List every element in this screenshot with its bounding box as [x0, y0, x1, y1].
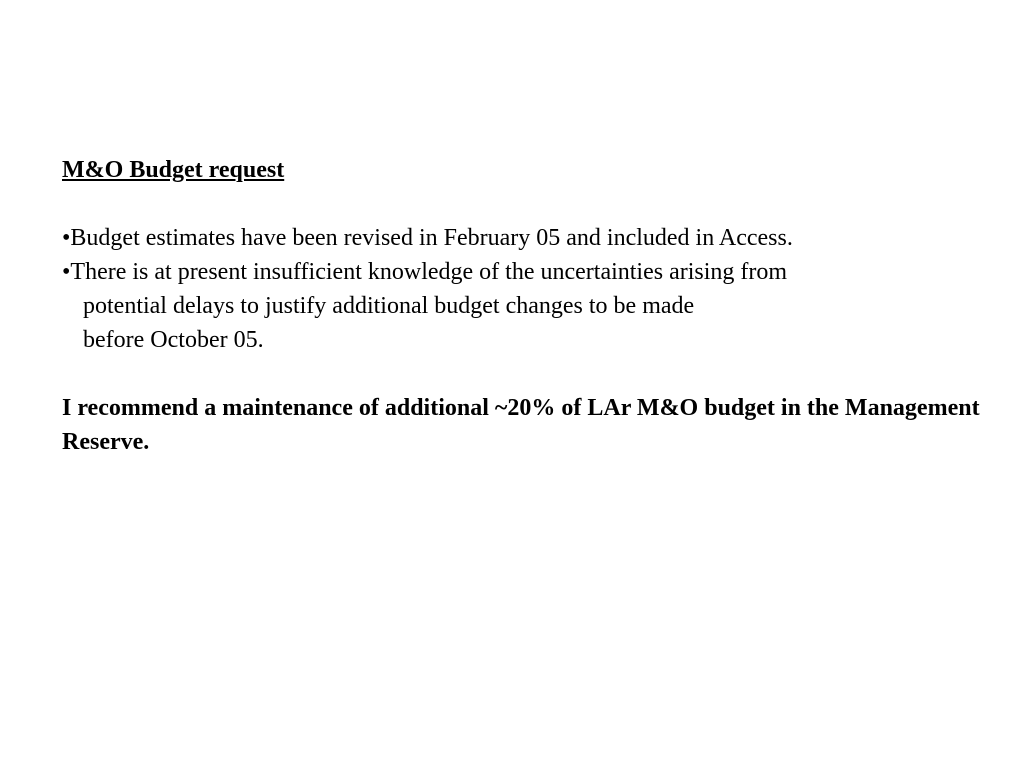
spacer	[62, 357, 982, 391]
bullet-item	[62, 221, 982, 255]
bullet-item	[62, 255, 982, 357]
slide-content	[62, 153, 982, 459]
spacer	[62, 187, 982, 221]
slide-title: M&O Budget request	[62, 157, 285, 183]
bullet-line: •Budget estimates have been revised in February 05 and included in Access.	[62, 225, 793, 251]
bullet-line: •There is at present insufficient knowledge of the uncertainties arising from	[62, 259, 788, 285]
bullet-continuation-line: before October 05.	[83, 327, 264, 353]
recommendation-text: I recommend a maintenance of additional ~20% of LAr M&O budget in the Management Reserve.	[62, 395, 980, 455]
bullet-continuation-line: potential delays to justify additional budget changes to be made	[83, 293, 695, 319]
